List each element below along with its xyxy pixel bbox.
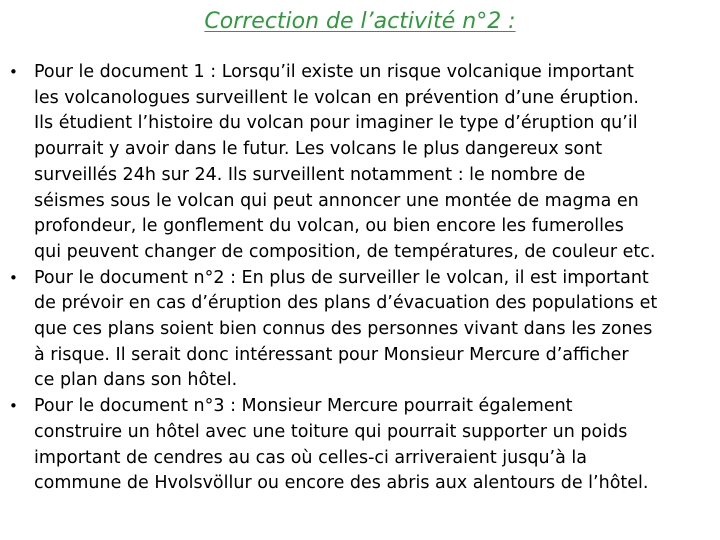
bullet-2-line-3: que ces plans soient bien connus des personnes vivant dans les zones — [34, 319, 653, 340]
bullet-1-line-7: profondeur, le gonflement du volcan, ou bien encore les fumerolles — [34, 216, 624, 237]
bullet-3-line-3: important de cendres au cas où celles-ci arriveraient jusqu’à la — [34, 447, 587, 468]
bullet-1-line-5: surveillés 24h sur 24. Ils surveillent notamment : le nombre de — [34, 164, 586, 185]
bullet-1-line-4: pourrait y avoir dans le futur. Les volcans le plus dangereux sont — [34, 139, 603, 160]
bullet-point-icon: • — [9, 63, 18, 81]
bullet-point-icon: • — [9, 397, 18, 416]
bullet-3-line-1: Pour le document n°3 : Monsieur Mercure pourrait également — [34, 396, 573, 417]
bullet-point-icon: • — [9, 268, 18, 287]
page-title: Correction de l’activité n°2 : — [204, 9, 516, 34]
bullet-3-line-2: construire un hôtel avec une toiture qui pourrait supporter un poids — [34, 421, 628, 442]
bullet-item-document-3 — [0, 394, 720, 497]
bullet-1-line-6: séismes sous le volcan qui peut annoncer une montée de magma en — [34, 190, 639, 211]
bullet-2-line-2: de prévoir en cas d’éruption des plans d’évacuation des populations et — [34, 293, 658, 314]
bullet-2-line-4: à risque. Il serait donc intéressant pour Monsieur Mercure d’afficher — [34, 344, 629, 365]
bullet-2-line-5: ce plan dans son hôtel. — [34, 370, 238, 391]
bullet-item-document-2 — [0, 266, 720, 395]
bullet-1-line-1: Pour le document 1 : Lorsqu’il existe un risque volcanique important — [34, 62, 634, 82]
bullet-list — [0, 60, 720, 497]
bullet-1-line-8: qui peuvent changer de composition, de températures, de couleur etc. — [34, 241, 656, 262]
bullet-1-line-3: Ils étudient l’histoire du volcan pour imaginer le type d’éruption qu’il — [34, 113, 638, 134]
bullet-1-line-2: les volcanologues surveillent le volcan en prévention d’une éruption. — [34, 87, 639, 108]
bullet-3-line-4: commune de Hvolsvöllur ou encore des abris aux alentours de l’hôtel. — [34, 473, 649, 494]
bullet-item-document-1 — [0, 60, 720, 266]
bullet-2-line-1: Pour le document n°2 : En plus de surveiller le volcan, il est important — [34, 267, 649, 288]
